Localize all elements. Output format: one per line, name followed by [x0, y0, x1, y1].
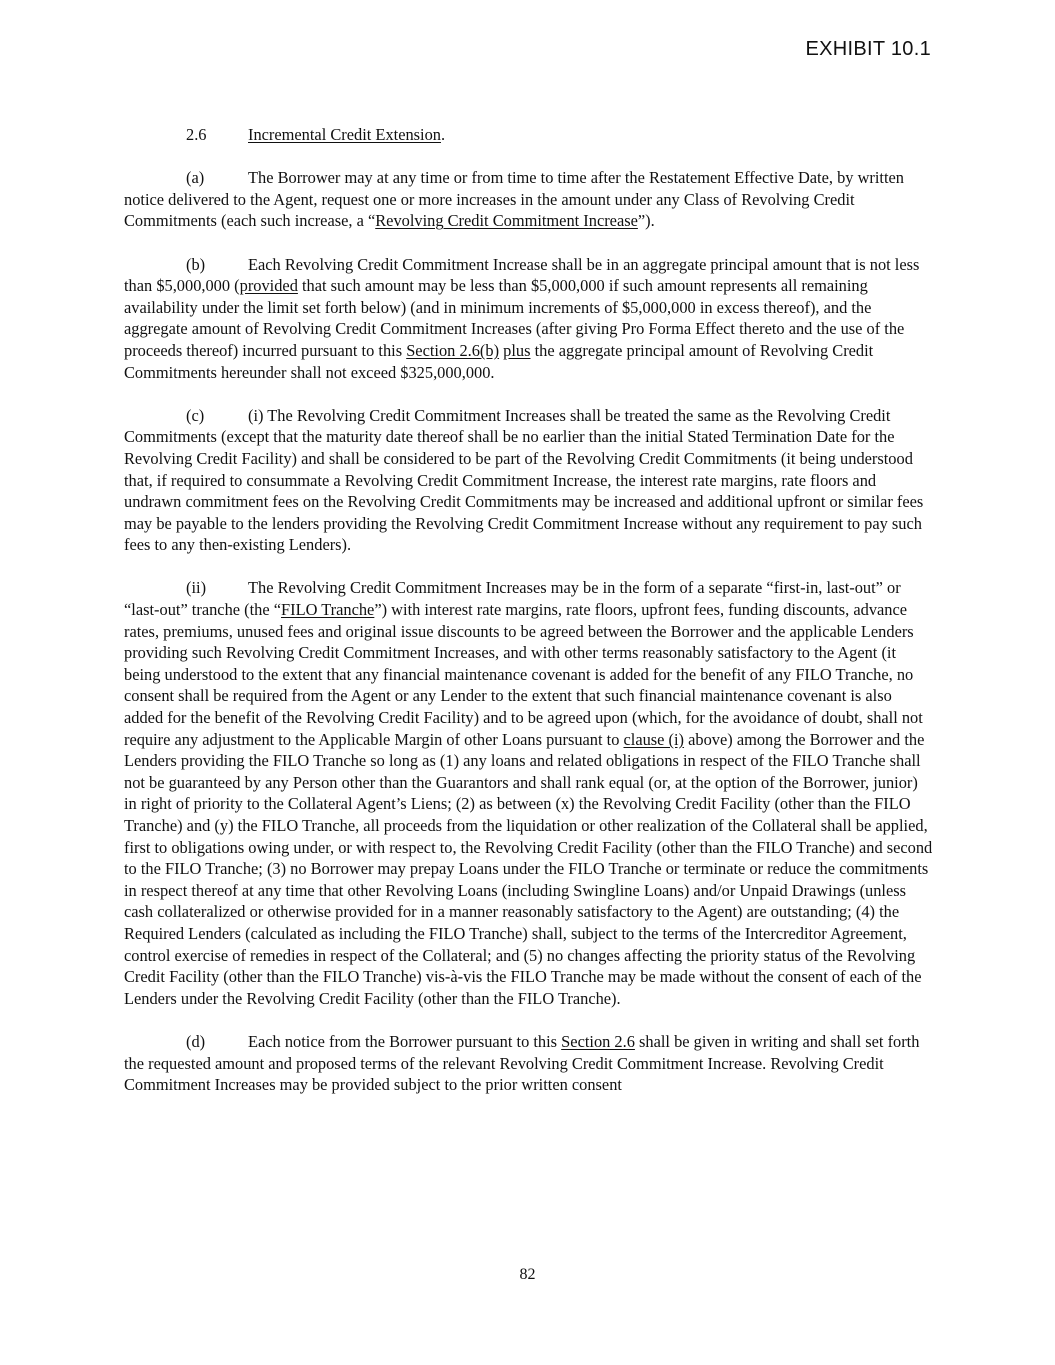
paragraph-c-text: (i) The Revolving Credit Commitment Increases shall be treated the same as the Revolving Credit Commitments (except that the maturity date thereof shall be no earlier than the initial Stated Termination Date for the Revolving Credit Facility) and shall be considered to be part of the Revolving Credit Commitments (it being understood that, if required to consummate a Revolving Credit Commitment Increase, the interest rate margins, rate floors and undrawn commitment fees on the Revolving Credit Commitments may be increased and additional upfront or similar fees may be payable to the lenders providing the Revolving Credit Commitment Increase without any requirement to pay such fees to any then-existing Lenders).: [124, 405, 924, 555]
section-reference: Section 2.6(b): [406, 340, 500, 360]
page-number: 82: [519, 1266, 536, 1283]
paragraph-d-text: Each notice from the Borrower pursuant to this: [248, 1031, 562, 1051]
paragraph-d-text-2: shall be given in writing and shall set forth the requested amount and proposed terms of the relevant Revolving Credit Commitment Increase. Revolving Credit Commitment Increases may be provided subject to the prior written consent: [124, 1031, 920, 1095]
paragraph-c-ii-text-2: ”) with interest rate margins, rate floors, upfront fees, funding discounts, advance rates, premiums, unused fees and original issue discounts to be agreed between the Borrower and the applicable Lenders providing such Revolving Credit Commitment Increases, and with other terms reasonably satisfactory to the Agent (it being understood to the extent that any financial maintenance covenant is added for the benefit of any FILO Tranche, no consent shall be required from the Agent or any Lender to the extent that such financial maintenance covenant is also added for the benefit of the Revolving Credit Facility) and to be agreed upon (which, for the avoidance of doubt, shall not require any adjustment to the Applicable Margin of other Loans pursuant to: [124, 600, 923, 749]
document-body: [124, 124, 934, 1117]
paragraph-d: [124, 1031, 934, 1096]
paragraph-b-label: (b): [186, 254, 206, 274]
section-reference-2-6: Section 2.6: [561, 1031, 635, 1051]
section-title: Incremental Credit Extension: [248, 125, 441, 144]
defined-term-filo: FILO Tranche: [281, 600, 375, 620]
paragraph-a-text-end: ”).: [637, 211, 655, 231]
paragraph-c-ii-label: (ii): [186, 578, 207, 598]
clause-reference: clause (i): [623, 729, 685, 749]
paragraph-b-text-3: the aggregate principal amount of Revolving Credit Commitments hereunder shall not exceed $325,000,000.: [124, 340, 874, 382]
paragraph-a-text: The Borrower may at any time or from time to time after the Restatement Effective Date, by written notice delivered to the Agent, request one or more increases in the amount under any Class of Revolving Credit Commitments (each such increase, a “: [124, 168, 905, 231]
paragraph-c: [124, 405, 934, 556]
exhibit-label: EXHIBIT 10.1: [805, 38, 931, 60]
paragraph-d-label: (d): [186, 1031, 206, 1051]
section-title-period: .: [440, 125, 446, 144]
paragraph-b-text: Each Revolving Credit Commitment Increase shall be in an aggregate principal amount that is not less than $5,000,000 (: [124, 254, 920, 296]
paragraph-b: [124, 254, 934, 384]
paragraph-a: [124, 167, 934, 232]
paragraph-c-ii-text: The Revolving Credit Commitment Increases may be in the form of a separate “first-in, last-out” or “last-out” tranche (the “: [124, 578, 901, 620]
paragraph-c-ii: [124, 577, 934, 1009]
section-number: 2.6: [186, 125, 207, 144]
defined-term: Revolving Credit Commitment Increase: [375, 211, 638, 231]
paragraph-c-label: (c): [186, 405, 205, 425]
paragraph-a-label: (a): [186, 168, 205, 188]
underlined-plus: plus: [503, 340, 531, 360]
paragraph-c-ii-text-3: above) among the Borrower and the Lenders providing the FILO Tranche so long as (1) any loans and related obligations in respect of the FILO Tranche shall not be guaranteed by any Person other than the Guarantors and shall rank equal (or, at the option of the Borrower, junior) in right of priority to the Collateral Agent’s Liens; (2) as between (x) the Revolving Credit Facility (other than the FILO Tranche) and (y) the FILO Tranche, all proceeds from the liquidation or other realization of the Collateral shall be applied, first to obligations owing under, or with respect to, the Revolving Credit Facility (other than the FILO Tranche) and second to the FILO Tranche; (3) no Borrower may prepay Loans under the FILO Tranche or terminate or reduce the commitments in respect thereof at any time that other Revolving Loans (including Swingline Loans) and/or Unpaid Drawings (unless cash collateralized or otherwise provided for in a manner reasonably satisfactory to the Agent) are outstanding; (4) the Required Lenders (calculated as including the FILO Tranche) shall, subject to the terms of the Intercreditor Agreement, control exercise of remedies in respect of the Collateral; and (5) no changes affecting the priority status of the Revolving Credit Facility (other than the FILO Tranche) vis-à-vis the FILO Tranche may be made without the consent of each of the Lenders under the Revolving Credit Facility (other than the FILO Tranche).: [124, 729, 933, 1008]
section-heading: [124, 124, 934, 146]
underlined-provided: provided: [239, 276, 298, 296]
paragraph-b-text-2: that such amount may be less than $5,000,000 if such amount represents all remaining availability under the limit set forth below) (and in minimum increments of $5,000,000 in excess thereof), and the aggregate amount of Revolving Credit Commitment Increases (after giving Pro Forma Effect thereto and the use of the proceeds thereof) incurred pursuant to this: [124, 276, 905, 360]
